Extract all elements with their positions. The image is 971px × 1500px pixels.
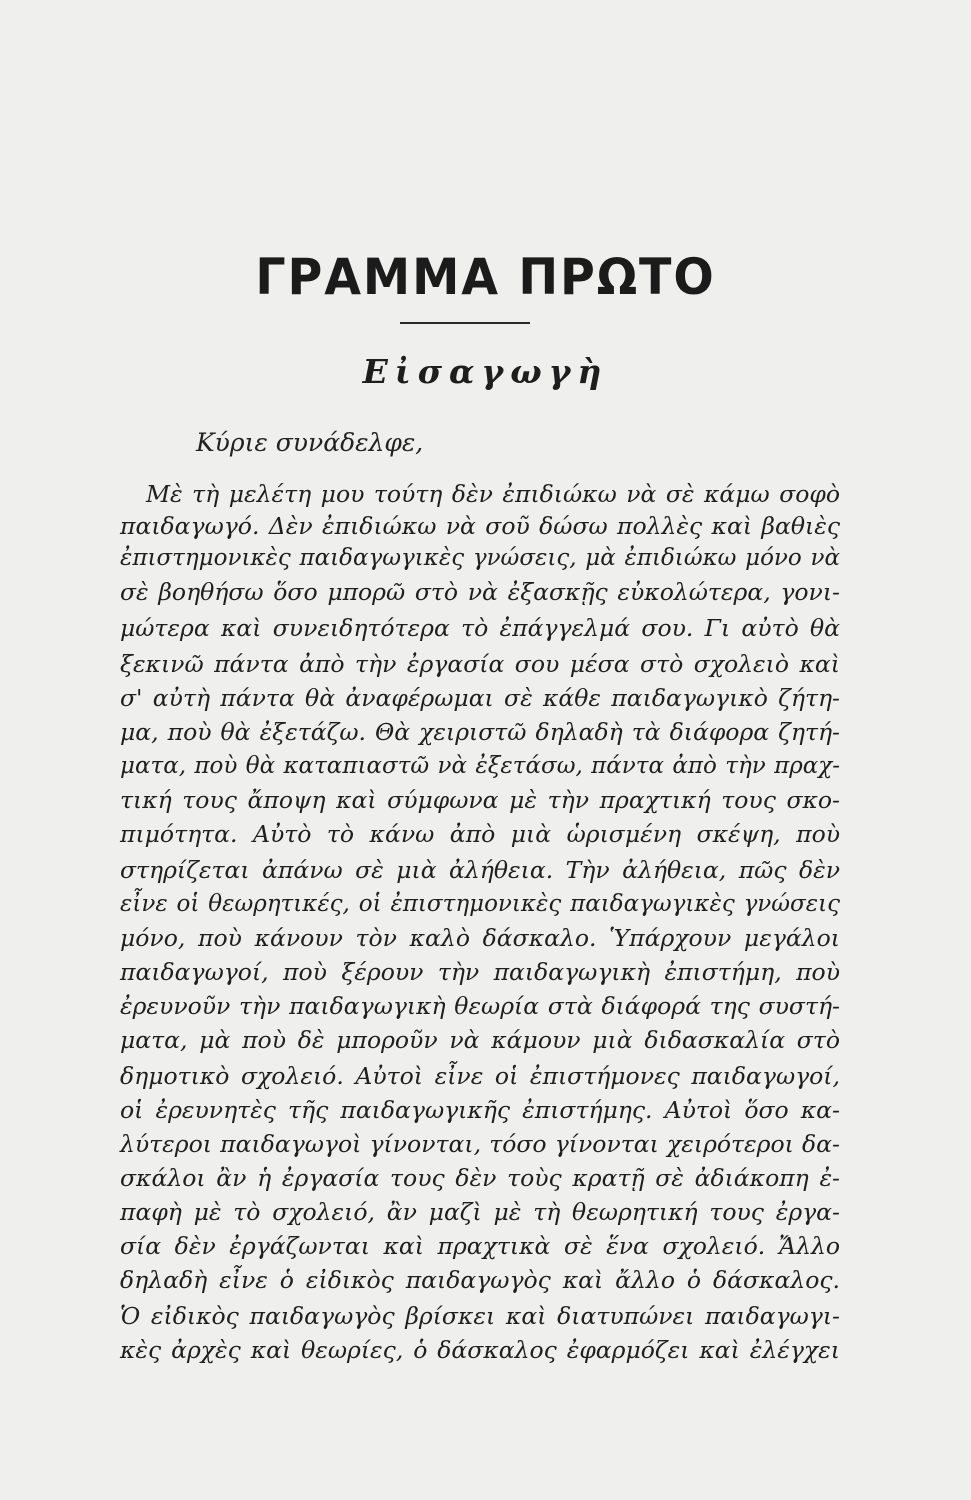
text-line: μα, ποὺ θὰ ἐξετάζω. Θὰ χειριστῶ δηλαδὴ τὰ διάφορα ζητή- xyxy=(120,718,840,746)
text-line: ματα, ποὺ θὰ καταπιαστῶ νὰ ἐξετάσω, πάντα ἀπὸ τὴν πραχ- xyxy=(120,753,840,779)
salutation: Κύριε συνάδελφε, xyxy=(196,428,424,457)
text-line: παιδαγωγό. Δὲν ἐπιδιώκω νὰ σοῦ δώσω πολλὲς καὶ βαθιὲς xyxy=(120,512,840,540)
text-line: μώτερα καὶ συνειδητότερα τὸ ἐπάγγελμά σου. Γι αὐτὸ θὰ xyxy=(120,614,840,642)
text-line: μόνο, ποὺ κάνουν τὸν καλὸ δάσκαλο. Ὑπάρχουν μεγάλοι xyxy=(120,924,840,952)
text-line: στηρίζεται ἀπάνω σὲ μιὰ ἀλήθεια. Τὴν ἀλήθεια, πῶς δὲν xyxy=(120,856,840,884)
text-line: ξεκινῶ πάντα ἀπὸ τὴν ἐργασία σου μέσα στὸ σχολειὸ καὶ xyxy=(120,650,840,678)
text-line: σία δὲν ἐργάζωνται καὶ πραχτικὰ σὲ ἕνα σχολειό. Ἄλλο xyxy=(120,1232,840,1260)
text-line: σκάλοι ἂν ἡ ἐργασία τους δὲν τοὺς κρατῇ σὲ ἀδιάκοπη ἐ- xyxy=(120,1164,840,1192)
text-line: Μὲ τὴ μελέτη μου τούτη δὲν ἐπιδιώκω νὰ σὲ κάμω σοφὸ xyxy=(146,480,840,508)
section-subtitle: Εἰσαγωγὴ xyxy=(362,352,609,391)
text-line: εἶνε οἱ θεωρητικές, οἱ ἐπιστημονικὲς παιδαγωγικὲς γνώσεις xyxy=(120,891,840,917)
text-line: σ' αὐτὴ πάντα θὰ ἀναφέρωμαι σὲ κάθε παιδαγωγικὸ ζήτη- xyxy=(120,684,840,712)
text-line: οἱ ἐρευνητὲς τῆς παιδαγωγικῆς ἐπιστήμης. Αὐτοὶ ὅσο κα- xyxy=(120,1096,840,1124)
text-line: ἐπιστημονικὲς παιδαγωγικὲς γνώσεις, μὰ ἐπιδιώκω μόνο νὰ xyxy=(120,545,840,571)
chapter-title: ΓΡΑΜΜΑ ΠΡΩΤΟ xyxy=(255,248,716,306)
text-line: παιδαγωγοί, ποὺ ξέρουν τὴν παιδαγωγικὴ ἐπιστήμη, ποὺ xyxy=(120,958,840,986)
text-line: δηλαδὴ εἶνε ὁ εἰδικὸς παιδαγωγὸς καὶ ἄλλο ὁ δάσκαλος. xyxy=(120,1266,840,1294)
text-line: κὲς ἀρχὲς καὶ θεωρίες, ὁ δάσκαλος ἐφαρμόζει καὶ ἐλέγχει xyxy=(120,1336,840,1364)
text-line: Ὁ εἰδικὸς παιδαγωγὸς βρίσκει καὶ διατυπώνει παιδαγωγι- xyxy=(120,1302,840,1330)
text-line: λύτεροι παιδαγωγοὶ γίνονται, τόσο γίνονται χειρότεροι δα- xyxy=(120,1130,840,1158)
text-line: τική τους ἄποψη καὶ σύμφωνα μὲ τὴν πραχτική τους σκο- xyxy=(120,786,840,814)
text-line: πιμότητα. Αὐτὸ τὸ κάνω ἀπὸ μιὰ ὡρισμένη σκέψη, ποὺ xyxy=(120,820,840,848)
text-line: παφὴ μὲ τὸ σχολειό, ἂν μαζὶ μὲ τὴ θεωρητική τους ἐργα- xyxy=(120,1198,840,1226)
text-line: ματα, μὰ ποὺ δὲ μποροῦν νὰ κάμουν μιὰ διδασκαλία στὸ xyxy=(120,1026,840,1054)
text-line: ἐρευνοῦν τὴν παιδαγωγικὴ θεωρία στὰ διάφορά της συστή- xyxy=(120,992,840,1020)
text-line: σὲ βοηθήσω ὅσο μπορῶ στὸ νὰ ἐξασκῇς εὐκολώτερα, γονι- xyxy=(120,578,840,606)
text-line: δημοτικὸ σχολειό. Αὐτοὶ εἶνε οἱ ἐπιστήμονες παιδαγωγοί, xyxy=(120,1062,840,1090)
title-divider xyxy=(400,322,530,324)
